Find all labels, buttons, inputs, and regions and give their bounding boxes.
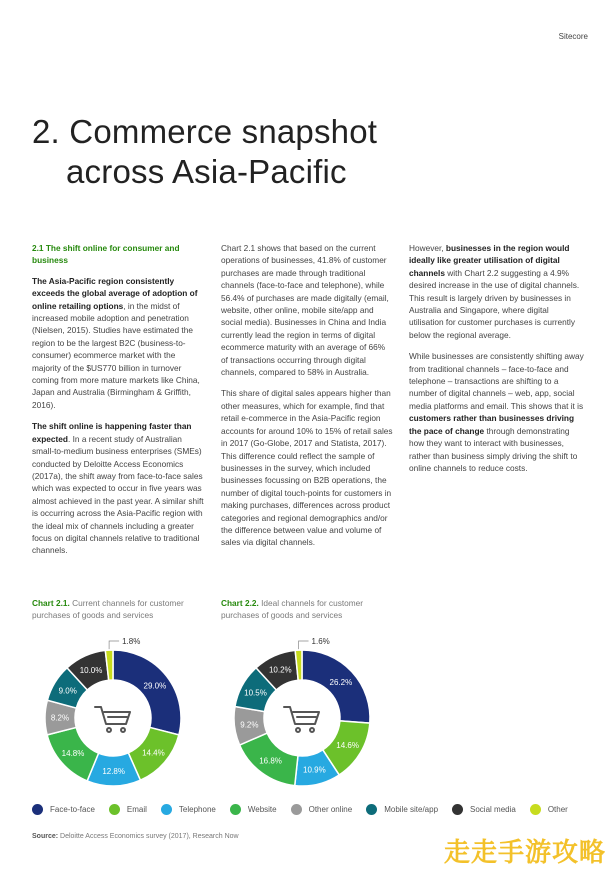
leader-line xyxy=(299,641,309,649)
donut-chart xyxy=(217,633,387,803)
emphasis: The Asia-Pacific region consistently exceeds the global average of adoption of online retailing options xyxy=(32,275,198,311)
data-label: 1.8% xyxy=(122,637,141,646)
data-label: 8.2% xyxy=(50,713,70,723)
data-label: 9.0% xyxy=(58,686,77,696)
paragraph-text: through demonstrating how they want to interact with businesses, rather than business simply driving the shift to online channels to reduce costs. xyxy=(409,425,578,473)
shopping-cart-icon xyxy=(95,707,130,732)
data-label: 26.2% xyxy=(329,677,353,687)
paragraph-text: with Chart 2.2 suggesting a 4.9% desired increase in the use of digital channels. This result is largely driven by businesses in Australia and Singapore, where digital utilisation for customer purchases is currently below the regional average. xyxy=(409,267,580,340)
paragraph xyxy=(409,242,585,341)
chart-title: Ideal channels for customer purchases of goods and services xyxy=(221,598,364,620)
data-label: 14.8% xyxy=(61,748,85,758)
paragraph xyxy=(32,275,204,411)
chart-number: Chart 2.2. xyxy=(221,598,259,608)
legend-item xyxy=(161,804,216,815)
paragraph: This share of digital sales appears higher than other measures, which for example, find that retail e-commerce in the Asia-Pacific region accounts for around 10% to 15% of retail sales in 2017 (Go-Globe, 2017 and Statista, 2017). This difference could reflect the sample of businesses in the survey, which included businesses focussing on B2B operations, the number of digital touch-points for customers in making purchases, differences across product categories and regional demographics and/or the difference between value and volume of sales via digital channels. xyxy=(221,388,393,548)
legend-swatch xyxy=(161,804,172,815)
paragraph-text: , in the midst of increased mobile adoption and penetration (Nielsen, 2015). Studies have estimated the region to be the largest B2C (business-to-consumer) ecommerce market with the majority of the $US770 billion in turnover coming from more mature markets like China, Japan and Australia (Birmingham & Griffith, 2016). xyxy=(32,300,200,410)
page-title xyxy=(32,112,377,192)
legend-swatch xyxy=(230,804,241,815)
legend-item xyxy=(291,804,353,815)
text-column-2 xyxy=(221,242,393,558)
source-label: Source: xyxy=(32,833,59,840)
paragraph-text: However, xyxy=(409,243,446,253)
legend-label: Website xyxy=(247,805,277,814)
chart-2-1 xyxy=(32,597,212,776)
leader-line xyxy=(109,641,119,649)
chart-title: Current channels for customer purchases of goods and services xyxy=(32,598,184,620)
chart-2-2 xyxy=(221,597,401,775)
donut-chart xyxy=(28,633,198,803)
data-label: 1.6% xyxy=(311,637,330,646)
legend-item xyxy=(530,804,568,815)
data-label: 12.8% xyxy=(102,766,126,776)
paragraph: Chart 2.1 shows that based on the current operations of businesses, 41.8% of customer purchases are made through traditional channels (face-to-face and telephone), while 56.4% of purchases are made digitally (email, website, other online, mobile site/app and social media). Businesses in China and India currently lead the region in terms of digital ecommerce maturity with an average of 66% of transactions occurring through digital channels, compared to 58% in Australia. xyxy=(221,243,389,378)
data-label: 29.0% xyxy=(143,681,167,691)
data-label: 9.2% xyxy=(240,720,259,730)
data-label: 10.9% xyxy=(303,765,326,775)
page-title-line-1: 2. Commerce snapshot xyxy=(32,113,378,150)
legend-label: Face-to-face xyxy=(50,805,95,814)
data-label: 14.6% xyxy=(336,740,359,750)
legend-label: Social media xyxy=(470,805,516,814)
data-label: 10.5% xyxy=(244,688,267,698)
source-note xyxy=(32,833,239,840)
legend-item xyxy=(32,804,95,815)
paragraph-text: While businesses are consistently shifting away from traditional channels – face-to-face and telephone – transactions are shifting to a number of digital channels – web, app, social media platforms and email. This shows that it is xyxy=(409,351,584,411)
legend-item xyxy=(452,804,516,815)
emphasis: customers rather than businesses driving the pace of change xyxy=(409,413,575,436)
chart-caption xyxy=(221,597,401,621)
source-text: Deloitte Access Economics survey (2017), Research Now xyxy=(58,833,239,840)
legend-swatch xyxy=(452,804,463,815)
chart-legend xyxy=(32,804,592,815)
paragraph-text: . In a recent study of Australian small-to-medium business enterprises (SMEs) conducted by Deloitte Access Economics (2017a), the shift away from face-to-face sales which was expected to occur in five years was almost achieved in the past year. A similar shift is occurring across the Asia-Pacific region with the ideal mix of channels including a greater focus on digital channels relative to traditional channels. xyxy=(32,433,204,556)
legend-swatch xyxy=(291,804,302,815)
section-heading: 2.1 The shift online for consumer and business xyxy=(32,243,180,266)
data-label: 10.0% xyxy=(79,665,103,675)
header-brand: Sitecore xyxy=(558,32,588,41)
legend-swatch xyxy=(32,804,43,815)
page-title-line-2: across Asia-Pacific xyxy=(66,153,347,190)
data-label: 16.8% xyxy=(259,756,282,766)
shopping-cart-icon xyxy=(284,707,319,732)
text-column-3 xyxy=(409,242,585,483)
legend-label: Mobile site/app xyxy=(384,805,439,814)
paragraph xyxy=(32,420,204,556)
chart-number: Chart 2.1. xyxy=(32,598,70,608)
data-label: 14.4% xyxy=(142,748,165,758)
emphasis: The shift online is happening faster than expected xyxy=(32,421,192,444)
watermark: 走走手游攻略 xyxy=(443,838,606,868)
data-label: 10.2% xyxy=(268,665,292,675)
legend-label: Telephone xyxy=(178,805,216,814)
legend-swatch xyxy=(109,804,120,815)
slice-face-to-face xyxy=(113,650,181,735)
chart-caption xyxy=(32,597,212,621)
text-column-1 xyxy=(32,242,204,566)
legend-label: Other xyxy=(547,805,568,814)
legend-swatch xyxy=(366,804,377,815)
legend-item xyxy=(366,804,438,815)
paragraph xyxy=(409,350,585,474)
emphasis: businesses in the region would ideally like greater utilisation of digital channels xyxy=(409,243,570,278)
legend-swatch xyxy=(530,804,541,815)
legend-label: Email xyxy=(126,805,147,814)
legend-item xyxy=(230,804,277,815)
legend-label: Other online xyxy=(308,805,353,814)
legend-item xyxy=(109,804,147,815)
